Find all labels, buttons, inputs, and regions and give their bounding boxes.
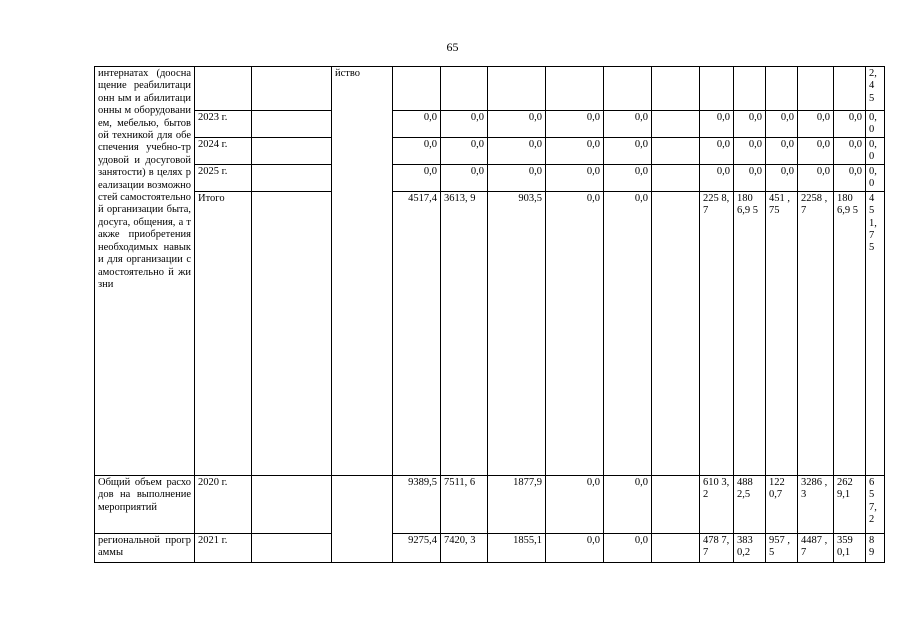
value-cell: 0,0	[798, 137, 834, 164]
value-cell: 0,0	[766, 111, 798, 138]
value-cell: 478 7,7	[700, 533, 734, 562]
value-cell: 451 ,75	[766, 191, 798, 475]
value-cell: 0,0	[604, 111, 652, 138]
value-cell: 0, 0	[866, 137, 885, 164]
table-cell: 2, 4 5	[866, 67, 885, 111]
value-cell: 262 9,1	[834, 475, 866, 533]
period-cell: 2024 г.	[195, 137, 252, 164]
table-row	[95, 164, 885, 191]
value-cell: 383 0,2	[734, 533, 766, 562]
value-cell: 0,0	[604, 475, 652, 533]
value-cell: 6 5 7, 2	[866, 475, 885, 533]
value-cell: 7420, 3	[441, 533, 488, 562]
value-cell: 0,0	[604, 533, 652, 562]
value-cell: 0,0	[393, 111, 441, 138]
value-cell: 0,0	[488, 164, 546, 191]
value-cell: 0, 0	[866, 164, 885, 191]
value-cell: 0,0	[834, 164, 866, 191]
table-row	[95, 67, 885, 111]
period-cell: 2020 г.	[195, 475, 252, 533]
value-cell: 9275,4	[393, 533, 441, 562]
value-cell: 0,0	[441, 164, 488, 191]
value-cell: 0,0	[766, 137, 798, 164]
value-cell: 4487 ,7	[798, 533, 834, 562]
value-cell: 0,0	[604, 164, 652, 191]
value-cell: 359 0,1	[834, 533, 866, 562]
value-cell: 0,0	[700, 137, 734, 164]
value-cell: 957 ,5	[766, 533, 798, 562]
value-cell: 0,0	[546, 533, 604, 562]
row-description: региональной программы	[95, 533, 195, 562]
value-cell: 8 9	[866, 533, 885, 562]
value-cell: 0,0	[604, 137, 652, 164]
value-cell: 0,0	[441, 137, 488, 164]
value-cell: 2258 ,7	[798, 191, 834, 475]
page-number: 65	[446, 40, 459, 54]
value-cell: 488 2,5	[734, 475, 766, 533]
value-cell: 3613, 9	[441, 191, 488, 475]
value-cell: 0, 0	[866, 111, 885, 138]
table-row	[95, 111, 885, 138]
table-row	[95, 475, 885, 533]
period-cell: 2021 г.	[195, 533, 252, 562]
value-cell: 0,0	[546, 164, 604, 191]
table-row	[95, 533, 885, 562]
value-cell: 0,0	[734, 137, 766, 164]
period-cell: 2025 г.	[195, 164, 252, 191]
period-cell: Итого	[195, 191, 252, 475]
value-cell: 0,0	[734, 111, 766, 138]
period-cell: 2023 г.	[195, 111, 252, 138]
value-cell: 0,0	[766, 164, 798, 191]
value-cell: 0,0	[834, 137, 866, 164]
value-cell: 0,0	[488, 137, 546, 164]
table-row	[95, 137, 885, 164]
value-cell: 0,0	[700, 164, 734, 191]
value-cell: 180 6,9 5	[734, 191, 766, 475]
value-cell: 0,0	[604, 191, 652, 475]
value-cell: 4 5 1, 7 5	[866, 191, 885, 475]
value-cell: 0,0	[546, 191, 604, 475]
value-cell: 225 8,7	[700, 191, 734, 475]
value-cell: 0,0	[798, 111, 834, 138]
value-cell: 3286 ,3	[798, 475, 834, 533]
value-cell: 0,0	[441, 111, 488, 138]
row-description: Общий объем расходов на выполнение мероприятий	[95, 475, 195, 533]
value-cell: 9389,5	[393, 475, 441, 533]
table-cell	[195, 67, 252, 111]
table-row	[95, 191, 885, 475]
value-cell: 0,0	[393, 137, 441, 164]
value-cell: 0,0	[700, 111, 734, 138]
value-cell: 1877,9	[488, 475, 546, 533]
value-cell: 0,0	[393, 164, 441, 191]
value-cell: 7511, 6	[441, 475, 488, 533]
value-cell: 122 0,7	[766, 475, 798, 533]
value-cell: 0,0	[546, 111, 604, 138]
value-cell: 0,0	[546, 137, 604, 164]
value-cell: 1855,1	[488, 533, 546, 562]
value-cell: 0,0	[488, 111, 546, 138]
table-cell	[252, 67, 332, 111]
value-cell: 180 6,9 5	[834, 191, 866, 475]
value-cell: 0,0	[834, 111, 866, 138]
value-cell: 4517,4	[393, 191, 441, 475]
value-cell: 0,0	[734, 164, 766, 191]
value-cell: 903,5	[488, 191, 546, 475]
value-cell: 610 3,2	[700, 475, 734, 533]
unit-cell: йство	[332, 67, 393, 476]
row-description: интернатах (дооснащение реабилитационн ым и абилитационны м оборудованием, мебелью, бытовой техникой для обеспечения учебно-трудовой и досуговой занятости) в целях реализации возможностей самостоятельно й организации быта, досуга, общения, а также приобретения необходимых навыки для организации самостоятельно й жизни	[95, 67, 195, 476]
value-cell: 0,0	[546, 475, 604, 533]
expenses-table	[94, 66, 885, 563]
value-cell: 0,0	[798, 164, 834, 191]
